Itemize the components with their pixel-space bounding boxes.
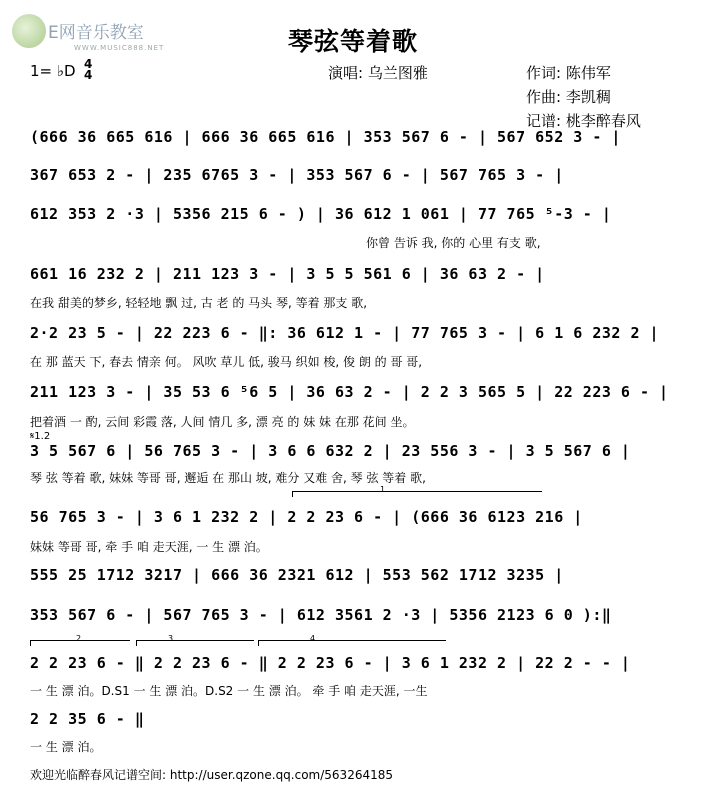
lyric-line-3: 在 那 蓝天 下, 春去 情亲 何。 风吹 草儿 低, 骏马 织如 梭, 俊 朗 的 哥 哥, (30, 355, 423, 369)
volta-bracket-3 (136, 640, 254, 641)
music-line-6: 211 123 3 - | 35 53 6 ⁵6 5 | 36 63 2 - | 2 2 3 565 5 | 22 223 6 - | (30, 383, 669, 401)
volta-bracket-4 (258, 640, 446, 641)
watermark-brand: E网音乐教室 (48, 23, 144, 43)
time-signature-top: 4 (84, 57, 93, 71)
singer-credit: 演唱: 乌兰图雅 (328, 64, 428, 82)
lyricist-credit: 作词: 陈伟军 (526, 64, 611, 82)
watermark-url: WWW.MUSIC888.NET (74, 44, 165, 52)
volta-label-1: 1 (380, 485, 386, 494)
music-line-10: 353 567 6 - | 567 765 3 - | 612 3561 2 ·3 | 5356 2123 6 0 ):‖ (30, 606, 612, 624)
music-line-12: 2 2 35 6 - ‖ (30, 710, 145, 728)
lyric-line-7: 一 生 漂 泊。D.S1 一 生 漂 泊。D.S2 一 生 漂 泊。 牵 手 咱 走天涯, 一生 (30, 684, 428, 698)
segno-mark: 𝄋1.2 (30, 431, 51, 442)
music-line-7: 3 5 567 6 | 56 765 3 - | 3 6 6 632 2 | 23 556 3 - | 3 5 567 6 | (30, 442, 631, 460)
volta-label-2: 2 (76, 634, 82, 643)
footer-text: 欢迎光临醉春风记谱空间: http://user.qzone.qq.com/563264185 (30, 768, 394, 782)
music-line-4: 661 16 232 2 | 211 123 3 - | 3 5 5 561 6 | 36 63 2 - | (30, 265, 545, 283)
music-line-8: 56 765 3 - | 3 6 1 232 2 | 2 2 23 6 - | (666 36 6123 216 | (30, 508, 583, 526)
time-signature-bottom: 4 (84, 68, 93, 82)
lyric-line-4: 把着酒 一 酌, 云间 彩霞 落, 人间 情几 多, 漂 亮 的 妹 妹 在那 花间 坐。 (30, 415, 415, 429)
volta-label-3: 3 (168, 634, 174, 643)
key-signature: 1= ♭D (30, 62, 76, 80)
volta-bracket-2-tick (30, 640, 31, 646)
music-line-5: 2·2 23 5 - | 22 223 6 - ‖: 36 612 1 - | 77 765 3 - | 6 1 6 232 2 | (30, 324, 660, 342)
lyric-line-5: 琴 弦 等着 歌, 妹妹 等哥 哥, 邂逅 在 那山 坡, 难分 又难 舍, 琴 弦 等着 歌, (30, 471, 426, 485)
music-line-11: 2 2 23 6 - ‖ 2 2 23 6 - ‖ 2 2 23 6 - | 3 6 1 232 2 | 22 2 - - | (30, 654, 631, 672)
volta-bracket-3-tick (136, 640, 137, 646)
lyric-line-6: 妹妹 等哥 哥, 牵 手 咱 走天涯, 一 生 漂 泊。 (30, 540, 268, 554)
music-line-9: 555 25 1712 3217 | 666 36 2321 612 | 553 562 1712 3235 | (30, 566, 564, 584)
music-line-2: 367 653 2 - | 235 6765 3 - | 353 567 6 - | 567 765 3 - | (30, 166, 564, 184)
volta-label-4: 4 (310, 634, 316, 643)
volta-bracket-1-tick (292, 491, 293, 497)
lyric-line-1: 你曾 告诉 我, 你的 心里 有支 歌, (366, 236, 541, 250)
volta-bracket-4-tick (258, 640, 259, 646)
lyric-line-2: 在我 甜美的梦乡, 轻轻地 飘 过, 古 老 的 马头 琴, 等着 那支 歌, (30, 296, 368, 310)
music-line-1: (666 36 665 616 | 666 36 665 616 | 353 567 6 - | 567 652 3 - | (30, 128, 621, 146)
song-title: 琴弦等着歌 (287, 27, 418, 56)
volta-bracket-1 (292, 491, 542, 492)
composer-credit: 作曲: 李凯稠 (526, 88, 611, 106)
lyric-line-8: 一 生 漂 泊。 (30, 740, 102, 754)
music-line-3: 612 353 2 ·3 | 5356 215 6 - ) | 36 612 1 061 | 77 765 ⁵-3 - | (30, 205, 612, 223)
transcriber-credit: 记谱: 桃李醉春风 (526, 112, 641, 130)
time-signature (84, 59, 92, 81)
